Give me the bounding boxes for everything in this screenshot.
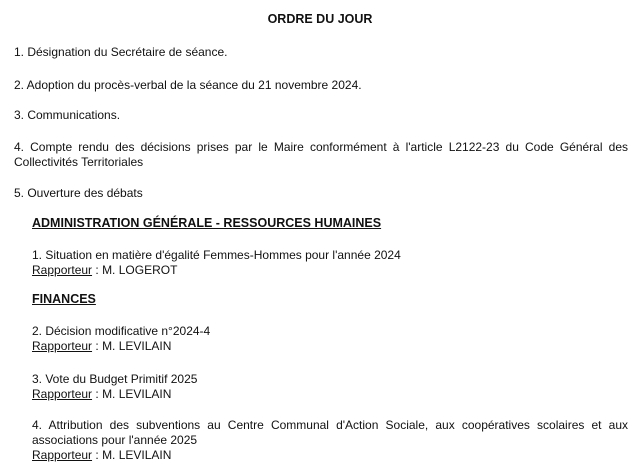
rapporteur-line	[32, 387, 628, 402]
rapporteur-label: Rapporteur	[32, 339, 93, 353]
agenda-item-5: 5. Ouverture des débats	[14, 186, 143, 200]
subitem-text: 4. Attribution des subventions au Centre Communal d'Action Sociale, aux coopératives scolaires et aux associations pour l'année 2025	[32, 418, 628, 447]
rapporteur-sep: :	[92, 263, 103, 277]
rapporteur-name: M. LEVILAIN	[102, 387, 172, 401]
subitem-budget-primitif	[32, 372, 628, 402]
rapporteur-line	[32, 339, 628, 354]
rapporteur-line	[32, 448, 628, 463]
rapporteur-sep: :	[92, 339, 103, 353]
rapporteur-name: M. LEVILAIN	[102, 339, 172, 353]
agenda-item-3: 3. Communications.	[14, 108, 121, 122]
rapporteur-name: M. LOGEROT	[102, 263, 178, 277]
agenda-item-2: 2. Adoption du procès-verbal de la séance du 21 novembre 2024.	[14, 78, 362, 92]
rapporteur-line	[32, 263, 628, 278]
rapporteur-sep: :	[92, 387, 103, 401]
subitem-decision-modificative	[32, 324, 628, 354]
section-heading-administration: ADMINISTRATION GÉNÉRALE - RESSOURCES HUMAINES	[32, 216, 382, 230]
rapporteur-sep: :	[92, 448, 103, 462]
subitem-text: 1. Situation en matière d'égalité Femmes-Hommes pour l'année 2024	[32, 248, 401, 262]
section-heading-finances: FINANCES	[32, 292, 96, 306]
page-title: ORDRE DU JOUR	[267, 12, 373, 26]
subitem-subventions	[32, 418, 628, 463]
agenda-item-1: 1. Désignation du Secrétaire de séance.	[14, 45, 228, 59]
agenda-item-4: 4. Compte rendu des décisions prises par le Maire conformément à l'article L2122-23 du Code Général des Collectivités Territoriales	[14, 140, 628, 169]
rapporteur-label: Rapporteur	[32, 387, 93, 401]
rapporteur-name: M. LEVILAIN	[102, 448, 172, 462]
subitem-egalite	[32, 248, 628, 278]
subitem-text: 3. Vote du Budget Primitif 2025	[32, 372, 198, 386]
subitem-text: 2. Décision modificative n°2024-4	[32, 324, 211, 338]
rapporteur-label: Rapporteur	[32, 263, 93, 277]
rapporteur-label: Rapporteur	[32, 448, 93, 462]
